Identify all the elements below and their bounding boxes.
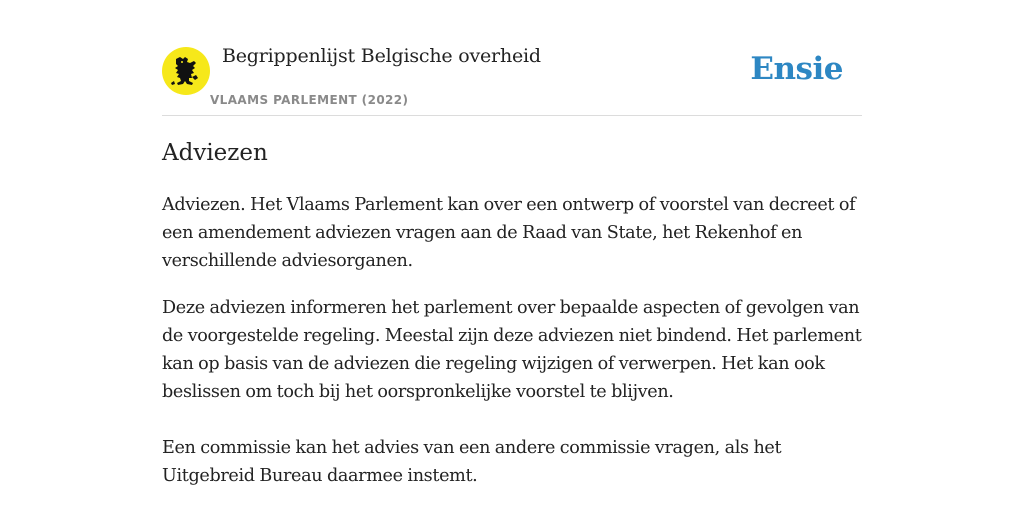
definition-paragraph: Een commissie kan het advies van een andere commissie vragen, als het Uitgebreid Bureau daarmee instemt. <box>162 438 782 486</box>
page <box>162 0 862 512</box>
definition-paragraph: Deze adviezen informeren het parlement over bepaalde aspecten of gevolgen van de voorgestelde regeling. Meestal zijn deze adviezen niet bindend. Het parlement kan op basis van de adviezen die regeling wijzigen of verwerpen. Het kan ook beslissen om toch bij het oorspronkelijke voorstel te blijven. <box>162 298 862 402</box>
definition-paragraph: Adviezen. Het Vlaams Parlement kan over een ontwerp of voorstel van decreet of een amendement adviezen vragen aan de Raad van State, het Rekenhof en verschillende adviesorganen. <box>162 195 856 271</box>
source-title[interactable]: Begrippenlijst Belgische overheid <box>222 45 541 67</box>
paragraph-gap <box>162 425 862 434</box>
source-logo[interactable] <box>162 47 210 95</box>
brand-logo[interactable]: Ensie <box>750 51 843 87</box>
entry-definition <box>162 191 862 509</box>
flemish-lion-icon <box>162 47 210 95</box>
source-subtitle: VLAAMS PARLEMENT (2022) <box>210 93 409 107</box>
header <box>162 0 862 116</box>
entry-term: Adviezen <box>162 140 268 166</box>
